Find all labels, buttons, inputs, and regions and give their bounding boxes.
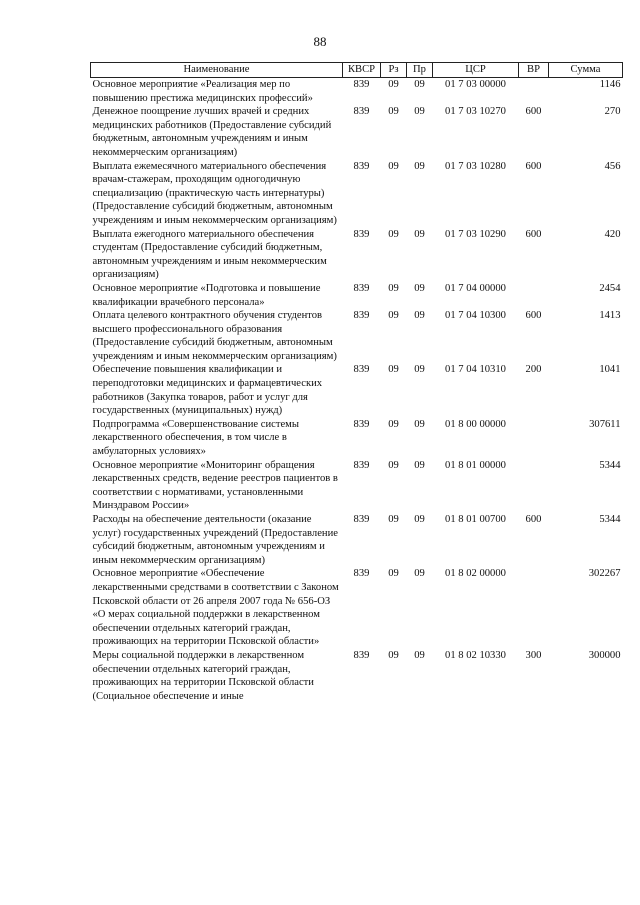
row-name: Обеспечение повышения квалификации и переподготовки медицинских и фармацевтических работников (Закупка товаров, работ и услуг для государственных (муниципальных) нужд) — [92, 364, 323, 417]
table-header-row — [91, 63, 623, 78]
row-kvsr: 839 — [353, 106, 370, 118]
row-pr: 09 — [414, 282, 425, 294]
row-name: Основное мероприятие «Подготовка и повышение квалификации врачебного персонала» — [92, 282, 321, 308]
row-pr: 09 — [414, 310, 425, 322]
row-sum: 307611 — [589, 418, 621, 430]
row-csr: 01 7 04 10300 — [445, 310, 506, 322]
row-name: Расходы на обеспечение деятельности (оказание услуг) государственных учреждений (Предоставление субсидий бюджетным, автономным учреждениям и иным некоммерческим организациям) — [92, 514, 338, 566]
table-row — [91, 228, 623, 282]
table-row — [91, 309, 623, 363]
header-sum: Сумма — [549, 63, 623, 78]
row-rz: 09 — [388, 418, 399, 430]
row-vr — [519, 418, 549, 459]
row-kvsr: 839 — [353, 79, 370, 90]
row-vr: 300 — [525, 649, 542, 661]
row-name: Основное мероприятие «Мониторинг обращения лекарственных средств, ведение реестров пациентов в соответствии с нормативами, установленными Минздравом России» — [92, 459, 338, 512]
row-pr: 09 — [414, 79, 425, 90]
row-pr: 09 — [414, 160, 425, 172]
row-pr: 09 — [414, 649, 425, 661]
row-rz: 09 — [388, 282, 399, 294]
row-sum: 5344 — [599, 514, 621, 525]
row-csr: 01 8 01 00700 — [445, 514, 506, 525]
row-vr: 600 — [525, 228, 542, 240]
row-kvsr: 839 — [353, 418, 370, 430]
row-name: Выплата ежегодного материального обеспечения студентам (Предоставление субсидий бюджетным, автономным учреждениям и иным некоммерческим организациям) — [92, 228, 327, 281]
row-vr — [519, 78, 549, 106]
table-row — [91, 649, 623, 703]
row-sum: 1146 — [599, 79, 621, 90]
row-csr: 01 7 04 10310 — [445, 364, 506, 376]
row-pr: 09 — [414, 418, 425, 430]
row-kvsr: 839 — [353, 514, 370, 525]
row-csr: 01 8 01 00000 — [445, 459, 506, 471]
table-row — [91, 160, 623, 228]
table-row — [91, 459, 623, 513]
budget-table — [90, 62, 623, 703]
row-pr: 09 — [414, 228, 425, 240]
table-row — [91, 78, 623, 106]
row-name: Основное мероприятие «Обеспечение лекарственными средствами в соответствии с Законом Псковской области от 26 апреля 2007 года № 656-ОЗ «О мерах социальной поддержки в лекарственном обеспечении отдельных категорий граждан, проживающих на территории Псковской области» — [92, 568, 339, 648]
row-csr: 01 7 03 10280 — [445, 160, 506, 172]
row-pr: 09 — [414, 106, 425, 118]
row-pr: 09 — [414, 364, 425, 376]
row-kvsr: 839 — [353, 310, 370, 322]
row-kvsr: 839 — [353, 364, 370, 376]
row-name: Основное мероприятие «Реализация мер по повышению престижа медицинских профессий» — [92, 79, 313, 104]
row-sum: 270 — [604, 106, 621, 118]
row-rz: 09 — [388, 228, 399, 240]
row-name: Оплата целевого контрактного обучения студентов высшего профессионального образования (Предоставление субсидий бюджетным, автономным учреждениям и иным некоммерческим организациям) — [92, 310, 337, 362]
table-row — [91, 105, 623, 159]
header-pr: Пр — [407, 63, 433, 78]
row-rz: 09 — [388, 514, 399, 525]
row-sum: 300000 — [588, 649, 621, 661]
row-kvsr: 839 — [353, 459, 370, 471]
row-kvsr: 839 — [353, 160, 370, 172]
row-csr: 01 7 04 00000 — [445, 282, 506, 294]
row-csr: 01 8 00 00000 — [445, 418, 506, 430]
row-csr: 01 7 03 10270 — [445, 106, 506, 118]
row-name: Меры социальной поддержки в лекарственном обеспечении отдельных категорий граждан, проживающих на территории Псковской области (Социальное обеспечение и иные — [92, 649, 314, 702]
row-csr: 01 8 02 10330 — [445, 649, 506, 661]
row-kvsr: 839 — [353, 282, 370, 294]
row-vr: 600 — [525, 310, 542, 322]
table-row — [91, 567, 623, 649]
row-vr: 600 — [525, 160, 542, 172]
row-sum: 5344 — [599, 459, 621, 471]
row-kvsr: 839 — [353, 649, 370, 661]
header-kvsr: КВСР — [343, 63, 381, 78]
row-vr: 200 — [525, 364, 542, 376]
row-rz: 09 — [388, 160, 399, 172]
row-pr: 09 — [414, 568, 425, 580]
row-pr: 09 — [414, 514, 425, 525]
header-vr: ВР — [519, 63, 549, 78]
row-sum: 420 — [604, 228, 621, 240]
header-csr: ЦСР — [433, 63, 519, 78]
table-row — [91, 363, 623, 417]
row-vr — [519, 567, 549, 649]
row-sum: 302267 — [588, 568, 621, 580]
row-kvsr: 839 — [353, 228, 370, 240]
row-rz: 09 — [388, 364, 399, 376]
row-sum: 1413 — [599, 310, 621, 322]
row-vr — [519, 282, 549, 309]
row-vr — [519, 459, 549, 513]
row-vr: 600 — [525, 106, 542, 118]
row-vr: 600 — [525, 514, 542, 525]
row-csr: 01 8 02 00000 — [445, 568, 506, 580]
header-rz: Рз — [381, 63, 407, 78]
row-kvsr: 839 — [353, 568, 370, 580]
table-row — [91, 418, 623, 459]
row-rz: 09 — [388, 79, 399, 90]
row-rz: 09 — [388, 310, 399, 322]
row-rz: 09 — [388, 568, 399, 580]
header-name: Наименование — [91, 63, 343, 78]
row-name: Денежное поощрение лучших врачей и средних медицинских работников (Предоставление субсидий бюджетным, автономным учреждениям и иным некоммерческим организациям) — [92, 106, 332, 158]
row-name: Подпрограмма «Совершенствование системы лекарственного обеспечения, в том числе в амбулаторных условиях» — [92, 418, 299, 458]
row-rz: 09 — [388, 106, 399, 118]
row-name: Выплата ежемесячного материального обеспечения врачам-стажерам, проходящим одногодичную специализацию (практическую часть интернатуры) (Предоставление субсидий бюджетным, автономным учреждениям и иным некоммерческим организациям) — [92, 160, 337, 226]
table-row — [91, 513, 623, 567]
table-row — [91, 282, 623, 309]
row-rz: 09 — [388, 649, 399, 661]
row-pr: 09 — [414, 459, 425, 471]
row-sum: 456 — [604, 160, 621, 172]
row-rz: 09 — [388, 459, 399, 471]
row-csr: 01 7 03 10290 — [445, 228, 506, 240]
page-number: 88 — [313, 34, 327, 49]
row-csr: 01 7 03 00000 — [445, 79, 506, 90]
row-sum: 2454 — [599, 282, 621, 294]
row-sum: 1041 — [599, 364, 621, 376]
